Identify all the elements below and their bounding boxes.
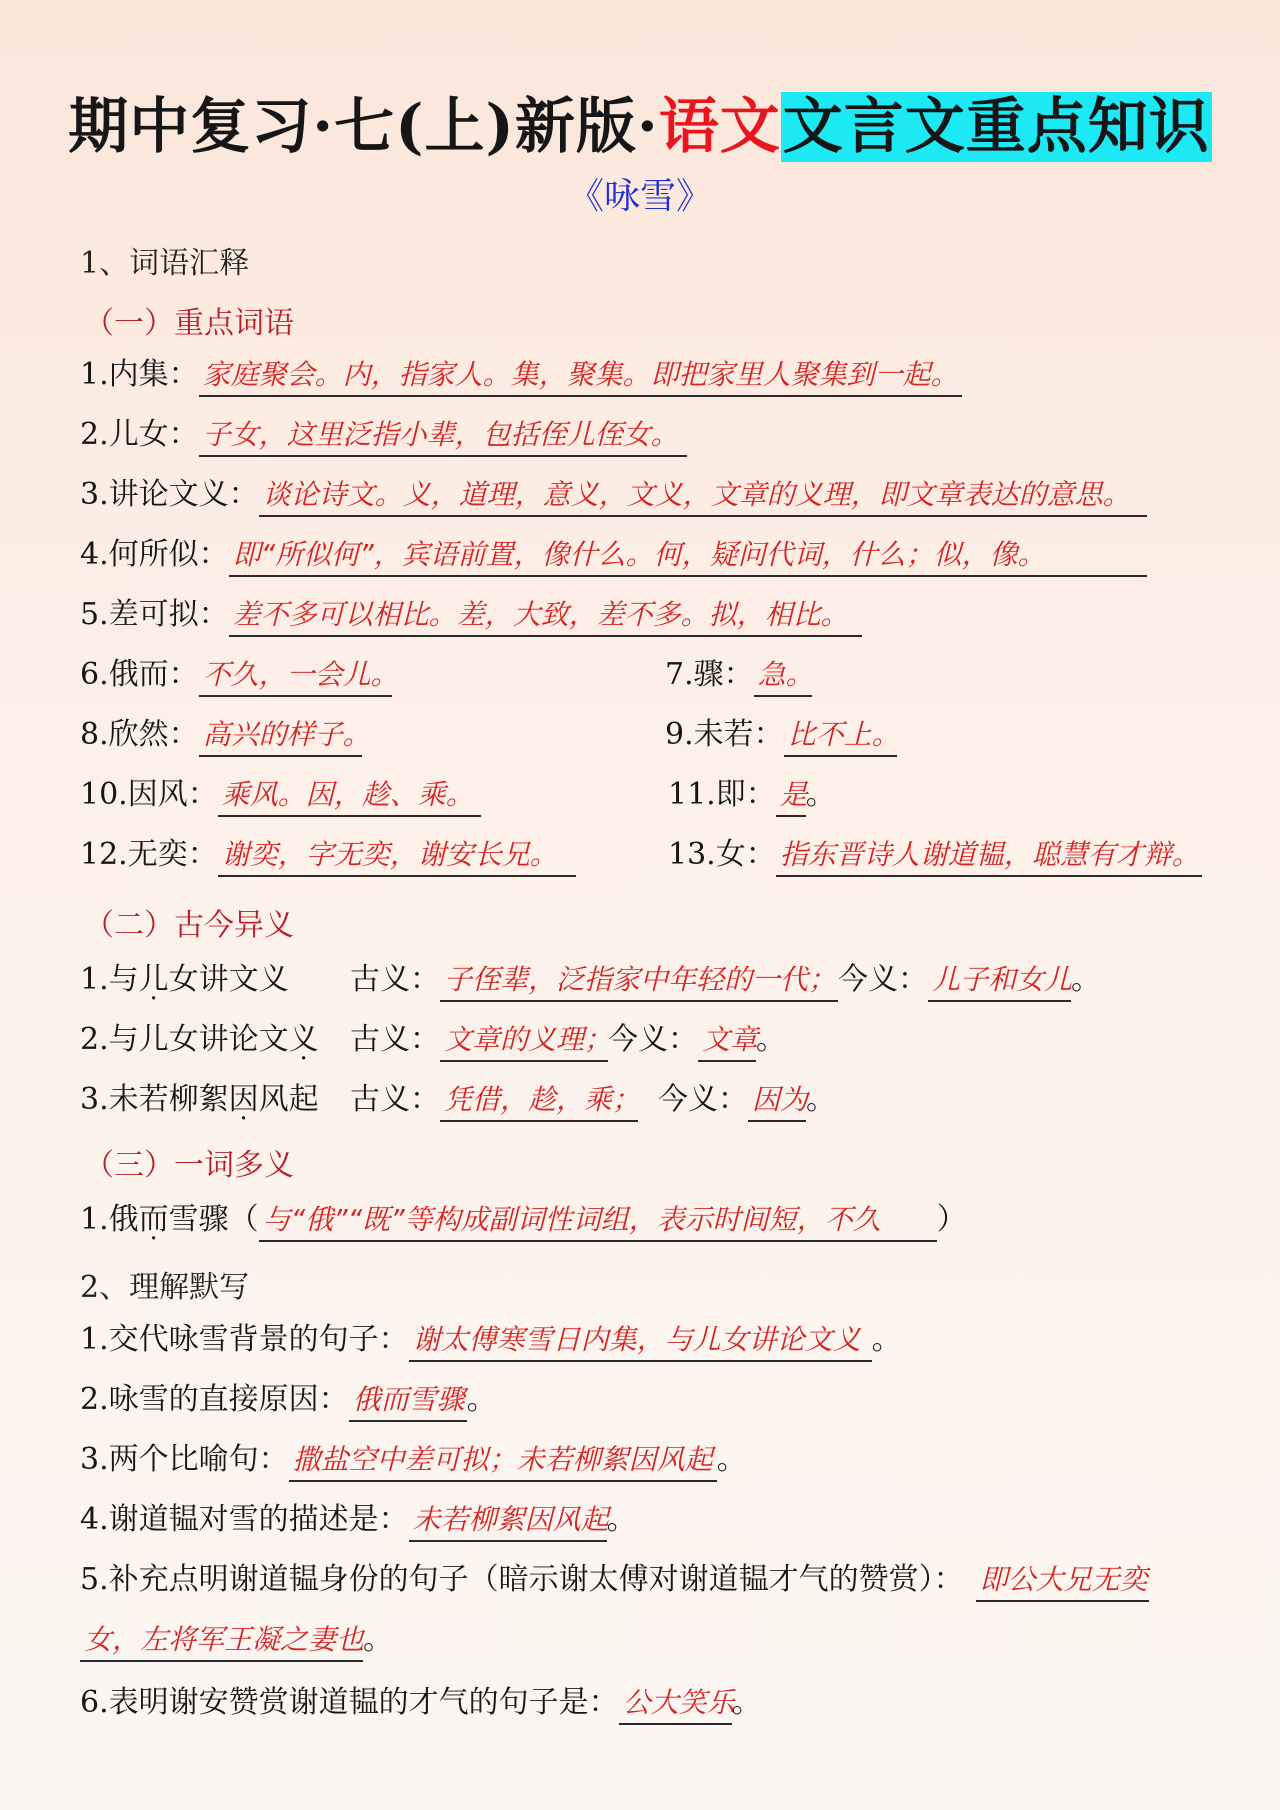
polysemy-answer: 与“俄”“既”等构成副词性词组，表示时间短，不久 — [259, 1202, 937, 1242]
word-answer: 不久，一会儿。 — [199, 657, 392, 697]
title-subject: 语文 — [658, 92, 781, 162]
word-answer: 谢奕，字无奕，谢安长兄。 — [218, 837, 576, 877]
dictation-answer: 女，左将军王凝之妻也 — [80, 1622, 363, 1662]
dictation-item — [80, 1320, 902, 1362]
word-answer: 是 — [776, 777, 806, 817]
dictation-item — [80, 1440, 747, 1482]
word-item — [80, 355, 962, 397]
word-label: 10.因风： — [80, 777, 218, 812]
dictation-label: 4.谢道韫对雪的描述是： — [80, 1502, 409, 1537]
gujin-end: 。 — [1071, 962, 1101, 997]
dictation-end: 。 — [466, 1382, 497, 1417]
word-answer: 高兴的样子。 — [199, 717, 362, 757]
word-label: 8.欣然： — [80, 717, 199, 752]
dictation-item — [80, 1380, 497, 1422]
gujin-modern-answer: 因为 — [748, 1082, 806, 1122]
gujin-modern-answer: 文章 — [698, 1022, 756, 1062]
word-item — [80, 715, 371, 757]
word-label: 2.儿女： — [80, 417, 199, 452]
polysemy-item — [80, 1200, 967, 1242]
dictation-item — [80, 1560, 1149, 1602]
dictation-answer: 未若柳絮因风起 — [409, 1502, 607, 1542]
word-item — [665, 655, 812, 697]
gujin-end: 。 — [756, 1022, 786, 1057]
gujin-ancient-label: 古义： — [350, 1082, 440, 1117]
gujin-label: 1.与儿女讲文义 — [80, 962, 289, 997]
subsection-key-words: （一）重点词语 — [84, 306, 294, 341]
gujin-modern-label: 今义： — [658, 1082, 748, 1117]
word-item — [80, 595, 862, 637]
gujin-end: 。 — [806, 1082, 836, 1117]
word-answer: 急。 — [754, 657, 812, 697]
word-answer: 乘风。因，趁、乘。 — [218, 777, 481, 817]
word-label: 7.骤： — [665, 657, 754, 692]
word-label: 11.即： — [668, 777, 776, 812]
dictation-end: 。 — [606, 1502, 637, 1537]
word-answer: 差不多可以相比。差，大致，差不多。拟，相比。 — [229, 597, 862, 637]
subsection-polysemy: （三）一词多义 — [84, 1148, 294, 1183]
gujin-item — [80, 960, 1101, 1002]
dictation-answer: 俄而雪骤 — [349, 1382, 467, 1422]
word-item — [80, 475, 1147, 517]
word-item — [80, 535, 1147, 577]
dictation-answer: 谢太傅寒雪日内集，与儿女讲论文义 — [409, 1322, 872, 1362]
dictation-label: 1.交代咏雪背景的句子： — [80, 1322, 409, 1357]
word-item — [668, 775, 836, 817]
word-item — [80, 415, 687, 457]
section-heading-dictation: 2、理解默写 — [80, 1270, 250, 1305]
word-label: 3.讲论文义： — [80, 477, 259, 512]
title-highlight: 文言文重点知识 — [782, 92, 1210, 162]
polysemy-end: ） — [936, 1202, 967, 1237]
word-label: 12.无奕： — [80, 837, 218, 872]
word-answer: 即“所似何”，宾语前置，像什么。何，疑问代词，什么；似，像。 — [229, 537, 1147, 577]
word-item — [668, 835, 1202, 877]
word-label: 5.差可拟： — [80, 597, 229, 632]
gujin-ancient-label: 古义： — [350, 962, 440, 997]
word-label: 4.何所似： — [80, 537, 229, 572]
gujin-modern-label: 今义： — [608, 1022, 698, 1057]
dictation-answer: 撒盐空中差可拟；未若柳絮因风起 — [289, 1442, 717, 1482]
gujin-item — [80, 1020, 786, 1062]
section-heading-vocab: 1、词语汇释 — [80, 246, 250, 281]
gujin-ancient-answer: 子侄辈，泛指家中年轻的一代； — [440, 962, 838, 1002]
gujin-label: 2.与儿女讲论文义 — [80, 1022, 319, 1057]
word-label: 6.俄而： — [80, 657, 199, 692]
gujin-modern-label: 今义： — [838, 962, 928, 997]
gujin-ancient-answer: 文章的义理； — [440, 1022, 608, 1062]
dictation-label: 6.表明谢安赞赏谢道韫的才气的句子是： — [80, 1685, 619, 1720]
word-suffix: 。 — [805, 777, 836, 812]
dictation-label: 3.两个比喻句： — [80, 1442, 289, 1477]
gujin-ancient-answer: 凭借，趁，乘； — [440, 1082, 638, 1122]
dictation-item-continued — [80, 1620, 393, 1662]
word-label: 9.未若： — [665, 717, 784, 752]
page-title — [0, 88, 1280, 166]
word-label: 1.内集： — [80, 357, 199, 392]
word-item — [665, 715, 900, 757]
word-item — [80, 835, 576, 877]
word-item — [80, 775, 481, 817]
gujin-label: 3.未若柳絮因风起 — [80, 1082, 319, 1117]
word-answer: 指东晋诗人谢道韫，聪慧有才辩。 — [776, 837, 1202, 877]
dictation-answer: 即公大兄无奕 — [976, 1562, 1149, 1602]
dictation-end: 。 — [363, 1622, 393, 1657]
word-answer: 比不上。 — [784, 717, 897, 757]
dictation-end: 。 — [716, 1442, 747, 1477]
word-item — [80, 655, 399, 697]
lesson-title: 《咏雪》 — [567, 176, 712, 217]
gujin-item — [80, 1080, 836, 1122]
word-answer: 子女，这里泛指小辈，包括侄儿侄女。 — [199, 417, 687, 457]
dictation-label: 2.咏雪的直接原因： — [80, 1382, 349, 1417]
gujin-modern-answer: 儿子和女儿 — [928, 962, 1071, 1002]
word-answer: 家庭聚会。内，指家人。集，聚集。即把家里人聚集到一起。 — [199, 357, 962, 397]
gujin-ancient-label: 古义： — [350, 1022, 440, 1057]
dictation-end: 。 — [871, 1322, 902, 1357]
polysemy-label: 1.俄而雪骤（ — [80, 1202, 259, 1237]
dictation-end: 。 — [731, 1685, 762, 1720]
word-label: 13.女： — [668, 837, 776, 872]
dictation-item — [80, 1500, 637, 1542]
dictation-label: 5.补充点明谢道韫身份的句子（暗示谢太傅对谢道韫才气的赞赏）： — [80, 1562, 964, 1597]
word-answer: 谈论诗文。义，道理，意义，文义，文章的义理，即文章表达的意思。 — [259, 477, 1147, 517]
dictation-answer: 公大笑乐 — [619, 1685, 732, 1725]
subsection-ancient-modern: （二）古今异义 — [84, 908, 294, 943]
title-main: 期中复习·七(上)新版· — [68, 92, 659, 162]
dictation-item — [80, 1683, 762, 1725]
